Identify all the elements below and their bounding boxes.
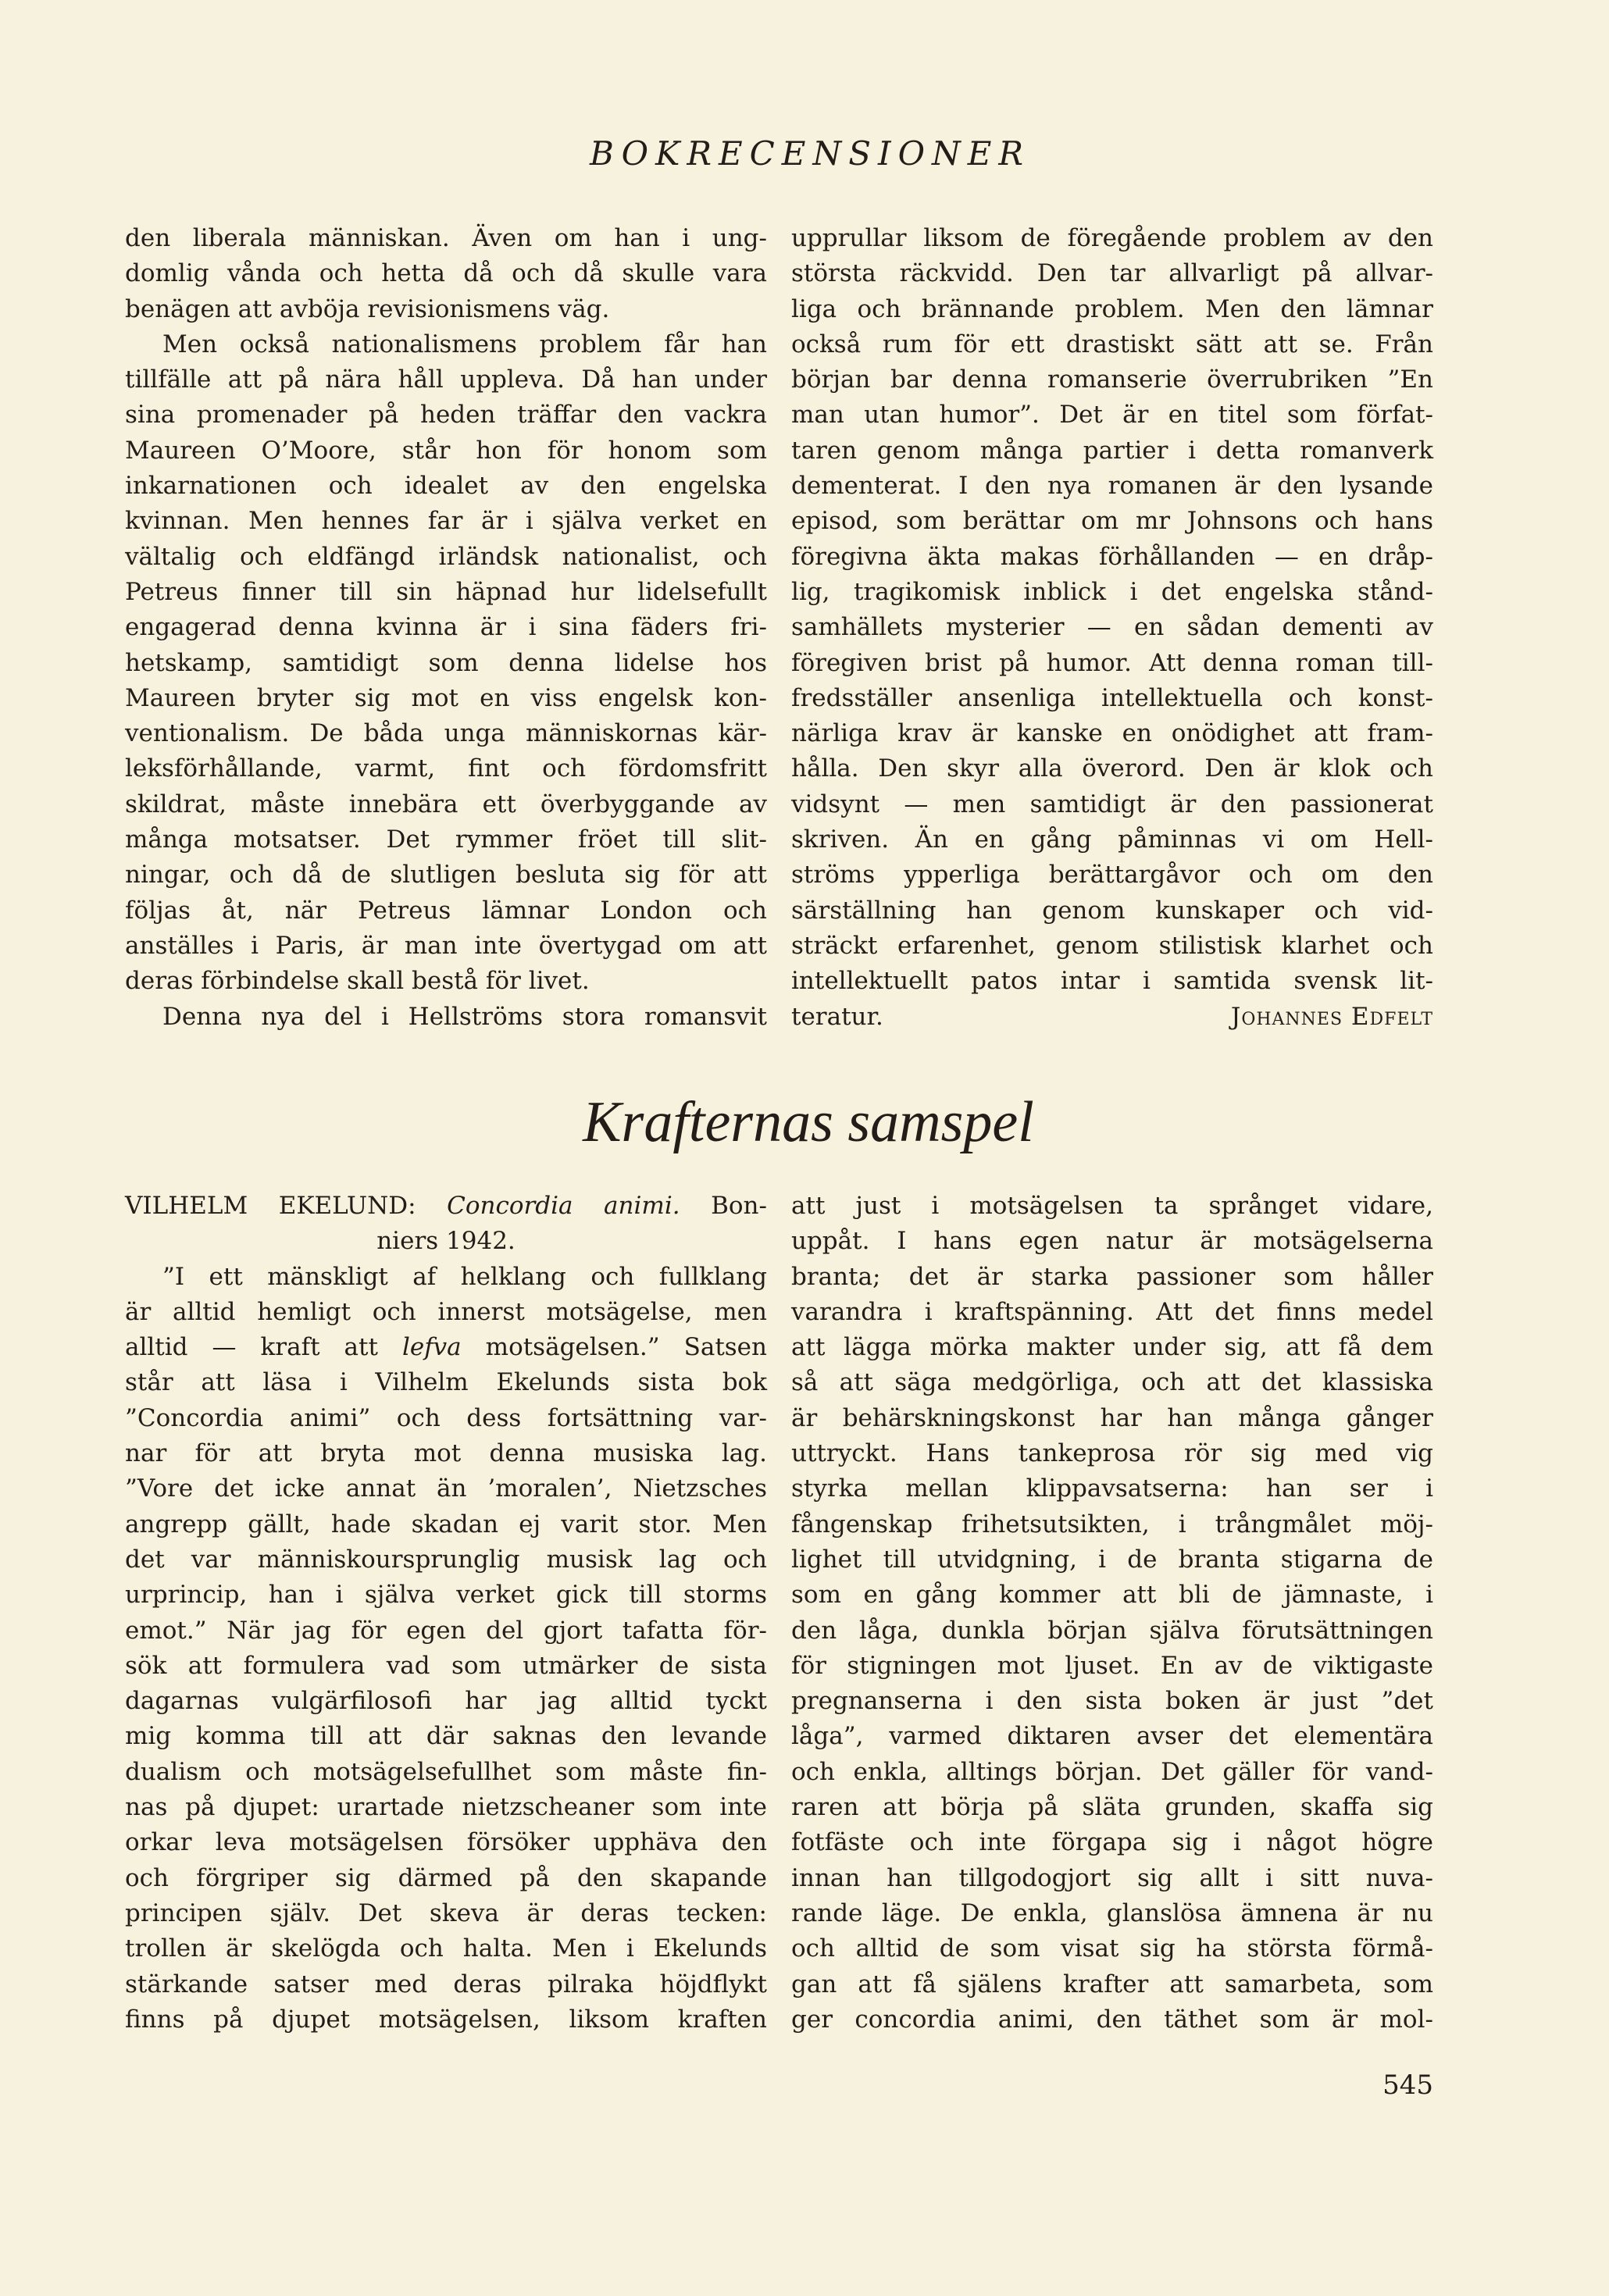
- text-line: [125, 716, 767, 751]
- text-line: [791, 1967, 1433, 2002]
- text-line: [791, 610, 1433, 645]
- line-text: samhällets mysterier — en sådan dementi av: [791, 613, 1433, 642]
- line-text: raren att börja på släta grunden, skaffa sig: [791, 1793, 1433, 1822]
- line-text: leksförhållande, varmt, fint och fördomsfritt: [125, 754, 767, 783]
- text-line: [125, 1436, 767, 1471]
- text-line: [125, 1471, 767, 1506]
- line-text: fångenskap frihetsutsikten, i trångmålet möj-: [791, 1510, 1433, 1538]
- text-line: [125, 221, 767, 256]
- book-title: Concordia animi.: [447, 1192, 680, 1220]
- line-text: hetskamp, samtidigt som denna lidelse hos: [125, 648, 767, 677]
- line-text: styrka mellan klippavsatserna: han ser i: [791, 1474, 1433, 1503]
- book-publisher-year: niers 1942.: [376, 1227, 516, 1256]
- text-line: [791, 1365, 1433, 1400]
- line-text: så att säga medgörliga, och att det klassiska: [791, 1368, 1433, 1397]
- line-text: pregnanserna i den sista boken är just ”det: [791, 1687, 1433, 1716]
- text-line: [125, 575, 767, 610]
- text-line: [125, 327, 767, 362]
- text-line: [125, 929, 767, 964]
- text-line: [791, 292, 1433, 327]
- book-author: VILHELM EKELUND:: [125, 1192, 448, 1220]
- line-text: följas åt, när Petreus lämnar London och: [125, 896, 767, 925]
- italic-text: lefva: [401, 1333, 462, 1362]
- line-text: som en gång kommer att bli de jämnaste, i: [791, 1581, 1433, 1610]
- line-text: skriven. Än en gång påminnas vi om Hell-: [791, 825, 1433, 854]
- text-line: [791, 1719, 1433, 1754]
- line-text: dualism och motsägelsefullhet som måste fin-: [125, 1757, 767, 1786]
- review-title: Krafternas samspel: [583, 1090, 1034, 1154]
- text-line: [791, 929, 1433, 964]
- line-text: ger concordia animi, den täthet som är mol-: [791, 2005, 1433, 2034]
- text-line: [791, 469, 1433, 504]
- line-text: deras förbindelse skall bestå för livet.: [125, 967, 590, 996]
- line-text: intellektuellt patos intar i samtida svensk lit-: [791, 967, 1433, 996]
- line-text: det var människoursprunglig musisk lag och: [125, 1545, 767, 1574]
- text-line: [791, 964, 1433, 999]
- line-text: sina promenader på heden träffar den vackra: [125, 401, 767, 430]
- line-text: anställes i Paris, är man inte övertygad om att: [125, 931, 767, 960]
- line-text: engagerad denna kvinna är i sina fäders fri-: [125, 613, 767, 642]
- text-line: [791, 1684, 1433, 1719]
- text-line: [125, 1330, 767, 1365]
- text-line: [791, 1613, 1433, 1649]
- text-line: [791, 398, 1433, 433]
- text-line: [125, 1365, 767, 1400]
- text-line: [791, 1000, 1433, 1035]
- text-line: [791, 1790, 1433, 1825]
- line-text: ”Concordia animi” och dess fortsättning var-: [125, 1403, 767, 1432]
- text-line: [125, 1260, 767, 1295]
- review-column-bottom-right: [791, 1189, 1433, 2038]
- text-line: [125, 1967, 767, 2002]
- line-text: ”I ett mänskligt af helklang och fullklang: [162, 1262, 767, 1291]
- text-line: [125, 1790, 767, 1825]
- line-text: lig, tragikomisk inblick i det engelska stånd-: [791, 577, 1433, 606]
- text-line: [791, 221, 1433, 256]
- line-text: början bar denna romanserie överrubriken ”En: [791, 365, 1433, 394]
- line-text: principen själv. Det skeva är deras tecken:: [125, 1898, 767, 1927]
- line-text: den liberala människan. Även om han i ung-: [125, 224, 767, 252]
- line-text: finns på djupet motsägelsen, liksom kraften: [125, 2005, 767, 2034]
- text-line: [791, 540, 1433, 575]
- line-text: emot.” När jag för egen del gjort tafatta för-: [125, 1616, 767, 1645]
- text-line: [791, 256, 1433, 291]
- line-text: uppåt. I hans egen natur är motsägelserna: [791, 1227, 1433, 1256]
- line-text: benägen att avböja revisionismens väg.: [125, 294, 610, 323]
- line-text: fredsställer ansenliga intellektuella och konst-: [791, 683, 1433, 712]
- text-line: [125, 1542, 767, 1578]
- line-text: nas på djupet: urartade nietzscheaner som inte: [125, 1793, 767, 1822]
- text-line: [125, 610, 767, 645]
- line-text: sök att formulera vad som utmärker de sista: [125, 1651, 767, 1680]
- text-line: [125, 1684, 767, 1719]
- line-text: tillfälle att på nära håll uppleva. Då han under: [125, 365, 767, 394]
- text-line: [791, 1295, 1433, 1330]
- text-line: [125, 681, 767, 716]
- line-text: hålla. Den skyr alla överord. Den är klok och: [791, 754, 1433, 783]
- text-line: [125, 646, 767, 681]
- text-line: [791, 751, 1433, 786]
- line-text: dementerat. I den nya romanen är den lysande: [791, 472, 1433, 501]
- text-line: [125, 362, 767, 398]
- line-text: och förgriper sig därmed på den skapande: [125, 1863, 767, 1892]
- text-line: [125, 1295, 767, 1330]
- line-text: man utan humor”. Det är en titel som förfat-: [791, 401, 1433, 430]
- text-line: [791, 1189, 1433, 1224]
- line-text: ”Vore det icke annat än ’moralen’, Nietzsches: [125, 1474, 767, 1503]
- line-text: för stigningen mot ljuset. En av de viktigaste: [791, 1651, 1433, 1680]
- text-line: [791, 1931, 1433, 1966]
- text-line: [791, 822, 1433, 857]
- line-text: särställning han genom kunskaper och vid-: [791, 896, 1433, 925]
- line-text: branta; det är starka passioner som håller: [791, 1262, 1433, 1291]
- reviewer-signature: Johannes Edfelt: [1230, 1002, 1433, 1031]
- text-line: [791, 681, 1433, 716]
- line-text: mig komma till att där saknas den levande: [125, 1722, 767, 1751]
- line-text: vidsynt — men samtidigt är den passionerat: [791, 790, 1433, 818]
- text-line: [125, 1931, 767, 1966]
- text-line: [791, 1401, 1433, 1436]
- line-text: lighet till utvidgning, i de branta stigarna de: [791, 1545, 1433, 1574]
- text-line: [791, 504, 1433, 539]
- line-text: Petreus finner till sin häpnad hur lidelsefullt: [125, 577, 767, 606]
- text-segment: alltid — kraft att: [125, 1333, 402, 1362]
- text-line: [791, 362, 1433, 398]
- line-text: Denna nya del i Hellströms stora romansvit: [162, 1002, 767, 1031]
- line-text: sträckt erfarenhet, genom stilistisk klarhet och: [791, 931, 1433, 960]
- line-text: den låga, dunkla början själva förutsättningen: [791, 1616, 1433, 1645]
- text-line: [791, 787, 1433, 822]
- text-line: [791, 1436, 1433, 1471]
- text-line: [791, 1224, 1433, 1259]
- review-column-bottom-left: [125, 1189, 767, 2038]
- text-line: [791, 1578, 1433, 1613]
- text-line: [791, 2002, 1433, 2038]
- text-line: [791, 716, 1433, 751]
- text-line: [791, 1755, 1433, 1790]
- text-line: [791, 1507, 1433, 1542]
- text-line: [125, 469, 767, 504]
- line-text: Men också nationalismens problem får han: [162, 330, 767, 358]
- text-line: [791, 1825, 1433, 1860]
- text-line: [125, 893, 767, 929]
- text-line: [125, 433, 767, 469]
- line-text: urprincip, han i själva verket gick till storms: [125, 1581, 767, 1610]
- review-column-top-right: [791, 221, 1433, 1035]
- text-line: [125, 1578, 767, 1613]
- text-line: [125, 822, 767, 857]
- text-line: [791, 1649, 1433, 1684]
- line-text: kvinnan. Men hennes far är i själva verket en: [125, 507, 767, 536]
- text-line: [125, 1613, 767, 1649]
- book-publisher: Bon-: [680, 1192, 767, 1220]
- text-line: [791, 1542, 1433, 1578]
- line-text: nar för att bryta mot denna musiska lag.: [125, 1439, 767, 1468]
- running-head: BOKRECENSIONER: [589, 134, 1031, 173]
- line-text: Maureen O’Moore, står hon för honom som: [125, 436, 767, 465]
- text-line: [791, 1471, 1433, 1506]
- text-line: [125, 857, 767, 893]
- text-line: [791, 1896, 1433, 1931]
- line-text: och alltid de som visat sig ha största förmå-: [791, 1934, 1433, 1963]
- review-column-top-left: [125, 221, 767, 1035]
- line-text: är alltid hemligt och innerst motsägelse, men: [125, 1297, 767, 1326]
- line-text: gan att få själens krafter att samarbeta, som: [791, 1970, 1433, 1998]
- text-line: [791, 893, 1433, 929]
- text-line: [125, 1719, 767, 1754]
- line-text: fotfäste och inte förgapa sig i något högre: [791, 1828, 1433, 1857]
- text-line: [125, 292, 767, 327]
- line-text: episod, som berättar om mr Johnsons och hans: [791, 507, 1433, 536]
- line-text: taren genom många partier i detta romanverk: [791, 436, 1433, 465]
- line-text: att just i motsägelsen ta språnget vidare,: [791, 1192, 1433, 1220]
- text-line: [125, 751, 767, 786]
- line-text: många motsatser. Det rymmer fröet till slit-: [125, 825, 767, 854]
- line-text: uttryckt. Hans tankeprosa rör sig med vig: [791, 1439, 1433, 1468]
- line-text: och enkla, alltings början. Det gäller för vand-: [791, 1757, 1433, 1786]
- line-text: ningar, och då de slutligen besluta sig för att: [125, 861, 767, 890]
- line-text: föregivna äkta makas förhållanden — en dråp-: [791, 542, 1433, 571]
- line-text: dagarnas vulgärfilosofi har jag alltid tyckt: [125, 1687, 767, 1716]
- line-text: att lägga mörka makter under sig, att få dem: [791, 1333, 1433, 1362]
- text-line: [125, 1861, 767, 1896]
- line-text: står att läsa i Vilhelm Ekelunds sista bok: [125, 1368, 767, 1397]
- text-line: [125, 1896, 767, 1931]
- page-number: 545: [1382, 2070, 1433, 2101]
- text-line: [791, 433, 1433, 469]
- line-text: ströms ypperliga berättargåvor och om den: [791, 861, 1433, 890]
- line-text: skildrat, måste innebära ett överbyggande av: [125, 790, 767, 818]
- line-text: vältalig och eldfängd irländsk nationalist, och: [125, 542, 767, 571]
- line-text: största räckvidd. Den tar allvarligt på allvar-: [791, 259, 1433, 288]
- line-text: inkarnationen och idealet av den engelska: [125, 472, 767, 501]
- book-heading-line: [125, 1224, 767, 1259]
- text-segment: motsägelsen.” Satsen: [461, 1333, 767, 1362]
- text-line: [125, 504, 767, 539]
- text-line: [125, 540, 767, 575]
- text-line: [125, 256, 767, 291]
- text-line: [125, 398, 767, 433]
- line-text: är behärskningskonst har han många gånger: [791, 1403, 1433, 1432]
- line-text: upprullar liksom de föregående problem av den: [791, 224, 1433, 252]
- line-text: teratur.: [791, 1002, 883, 1031]
- text-line: [125, 2002, 767, 2038]
- line-text: angrepp gällt, hade skadan ej varit stor. Men: [125, 1510, 767, 1538]
- text-line: [125, 1755, 767, 1790]
- text-line: [125, 787, 767, 822]
- text-line: [791, 575, 1433, 610]
- line-text: orkar leva motsägelsen försöker upphäva den: [125, 1828, 767, 1857]
- text-line: [125, 1825, 767, 1860]
- text-line: [791, 646, 1433, 681]
- line-text: liga och brännande problem. Men den lämnar: [791, 294, 1433, 323]
- book-heading-line: [125, 1189, 767, 1224]
- text-line: [125, 1000, 767, 1035]
- text-line: [125, 1649, 767, 1684]
- line-text: varandra i kraftspänning. Att det finns medel: [791, 1297, 1433, 1326]
- line-text: låga”, varmed diktaren avser det elementära: [791, 1722, 1433, 1751]
- line-text: närliga krav är kanske en onödighet att fram-: [791, 719, 1433, 748]
- text-line: [125, 1401, 767, 1436]
- text-line: [791, 1330, 1433, 1365]
- line-text: rande läge. De enkla, glanslösa ämnena är nu: [791, 1898, 1433, 1927]
- line-text: innan han tillgodogjort sig allt i sitt nuva-: [791, 1863, 1433, 1892]
- line-text: trollen är skelögda och halta. Men i Ekelunds: [125, 1934, 767, 1963]
- line-text: stärkande satser med deras pilraka höjdflykt: [125, 1970, 767, 1998]
- text-line: [791, 857, 1433, 893]
- text-line: [125, 964, 767, 999]
- line-text: föregiven brist på humor. Att denna roman till-: [791, 648, 1433, 677]
- text-line: [791, 1861, 1433, 1896]
- line-text: också rum för ett drastiskt sätt att se. Från: [791, 330, 1433, 358]
- text-line: [791, 327, 1433, 362]
- line-text: ventionalism. De båda unga människornas kär-: [125, 719, 767, 748]
- line-text: domlig vånda och hetta då och då skulle vara: [125, 259, 767, 288]
- line-text: Maureen bryter sig mot en viss engelsk kon-: [125, 683, 767, 712]
- text-line: [791, 1260, 1433, 1295]
- text-line: [125, 1507, 767, 1542]
